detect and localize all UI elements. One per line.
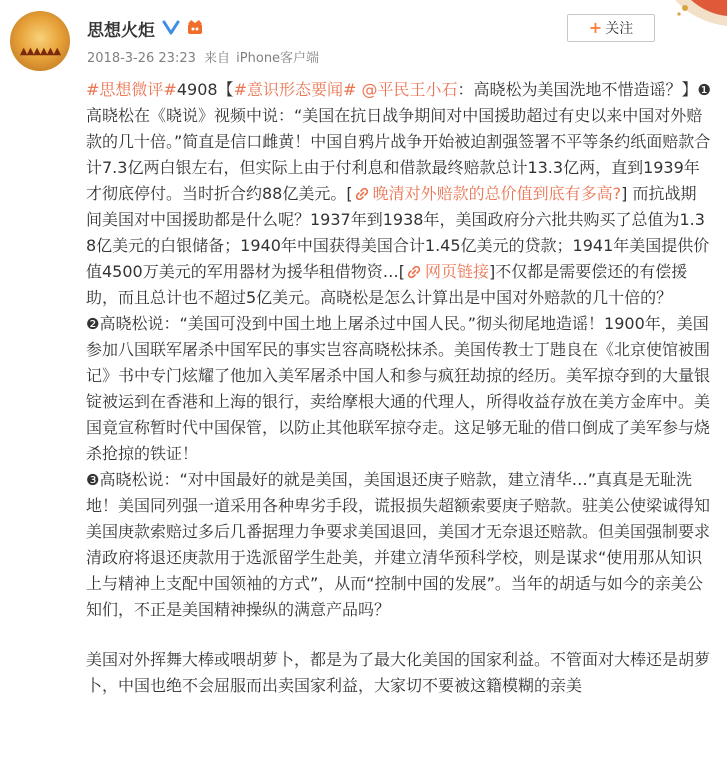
member-badge-icon[interactable] bbox=[185, 18, 205, 36]
topic-tag-ideology[interactable]: #意识形态要闻# bbox=[233, 80, 357, 99]
topic-tag-thoughts[interactable]: #思想微评# bbox=[86, 80, 177, 99]
post-id: 4908 bbox=[176, 80, 218, 99]
point-2-text: 高晓松说：“美国可没到中国土地上屠杀过中国人民。”彻头彻尾地造谣！1900年，美国参加八国联军屠杀中国军民的事实岂容高晓松抹杀。美国传教士丁韪良在《北京使馆被围记》书中专门炫耀了他加入美军屠杀中国人和参与疯狂劫掠的经历。美军掠夺到的大量银锭被运到在香港和上海的银行，卖给摩根大通的代理人，所得收益存放在美方金库中。美国竟宣称暂时代中国保管，以防止其他联军掠夺走。这足够无耻的借口倒成了美军参与烧杀抢掠的铁证！ bbox=[86, 314, 711, 463]
web-link-label: 网页链接 bbox=[424, 262, 489, 281]
plus-icon: + bbox=[588, 18, 603, 37]
bracket-close: 】 bbox=[681, 80, 698, 99]
number-one-icon: ❶ bbox=[697, 81, 711, 99]
point-1-text-a: 高晓松在《晓说》视频中说：“美国在抗日战争期间对中国援助超过有史以来中国对外赔款的几十倍。”简直是信口雌黄！中国自鸦片战争开始被迫割强签署不平等条约纸面赔款合计7.3亿两白银左右，但实际上由于付利息和借款最终赔款总计13.3亿两，直到1939年才彻底停付。当时折合约88亿美元。[ bbox=[86, 106, 711, 203]
paragraph-gap bbox=[86, 623, 711, 647]
post-paragraph-4: 美国对外挥舞大棒或喂胡萝卜，都是为了最大化美国的国家利益。不管面对大棒还是胡萝卜，中国也绝不会屈服而出卖国家利益，大家切不要被这籍模糊的亲美 bbox=[86, 650, 711, 695]
point-1-text-b: ] 而抗战期间美国对中国援助都是什么呢？1937年到1938年，美国政府分六批共购买了总值为1.38亿美元的白银储备；1940年中国获得美国合计1.45亿美元的贷款；1941年美国提供价值4500万美元的军用器材为援华租借物资…[ bbox=[86, 184, 710, 281]
post-intro: ：高晓松为美国洗地不惜造谣？ bbox=[457, 80, 682, 99]
post-paragraph-2 bbox=[86, 311, 711, 467]
point-3-text: 高晓松说：“对中国最好的就是美国，美国退还庚子赔款，建立清华…”真真是无耻洗地！美国同列强一道采用各种卑劣手段，谎报损失超额索要庚子赔款。驻美公使梁诚得知美国庚款索赔过多后几番据理力争要求美国退回，美国才无奈退还赔款。但美国强制要求清政府将退还庚款用于选派留学生赴美，并建立清华预科学校，则是谋求“使用那从知识上与精神上支配中国领袖的方式”，从而“控制中国的发展”。当年的胡适与如今的亲美公知们，不正是美国精神操纵的满意产品吗？ bbox=[86, 470, 711, 619]
post-paragraph-1 bbox=[86, 77, 711, 311]
post-meta bbox=[87, 47, 319, 66]
follow-label: 关注 bbox=[605, 21, 634, 37]
user-badges bbox=[162, 16, 205, 38]
avatar[interactable] bbox=[10, 11, 70, 71]
article-link-label: 晚清对外赔款的总价值到底有多高? bbox=[372, 184, 622, 203]
number-three-icon: ❸ bbox=[86, 471, 100, 489]
link-icon bbox=[407, 265, 421, 279]
corner-decoration-icon bbox=[655, 0, 727, 40]
article-link-reparations[interactable] bbox=[353, 184, 622, 203]
avatar-flames-decoration: ▲▲▲▲▲▲ bbox=[19, 46, 61, 57]
web-link[interactable] bbox=[405, 262, 489, 281]
bracket-open: 【 bbox=[217, 80, 234, 99]
verified-icon[interactable] bbox=[162, 18, 180, 36]
post-paragraph-3 bbox=[86, 467, 711, 623]
post-device: iPhone客户端 bbox=[236, 51, 320, 66]
post-timestamp[interactable]: 2018-3-26 23:23 bbox=[87, 51, 196, 66]
link-icon bbox=[355, 187, 369, 201]
mention-link[interactable]: @平民王小石 bbox=[361, 80, 458, 99]
number-two-icon: ❷ bbox=[86, 315, 100, 333]
source-label: 来自 bbox=[204, 51, 231, 66]
user-name[interactable]: 思想火炬 bbox=[87, 21, 155, 41]
point-1-text-c: ]不仅都是需要偿还的有偿援助，而且总计也不超过5亿美元。高晓松是怎么计算出是中国对外赔款的几十倍的？ bbox=[86, 262, 688, 307]
post-body bbox=[86, 77, 711, 699]
follow-button[interactable] bbox=[567, 14, 655, 42]
